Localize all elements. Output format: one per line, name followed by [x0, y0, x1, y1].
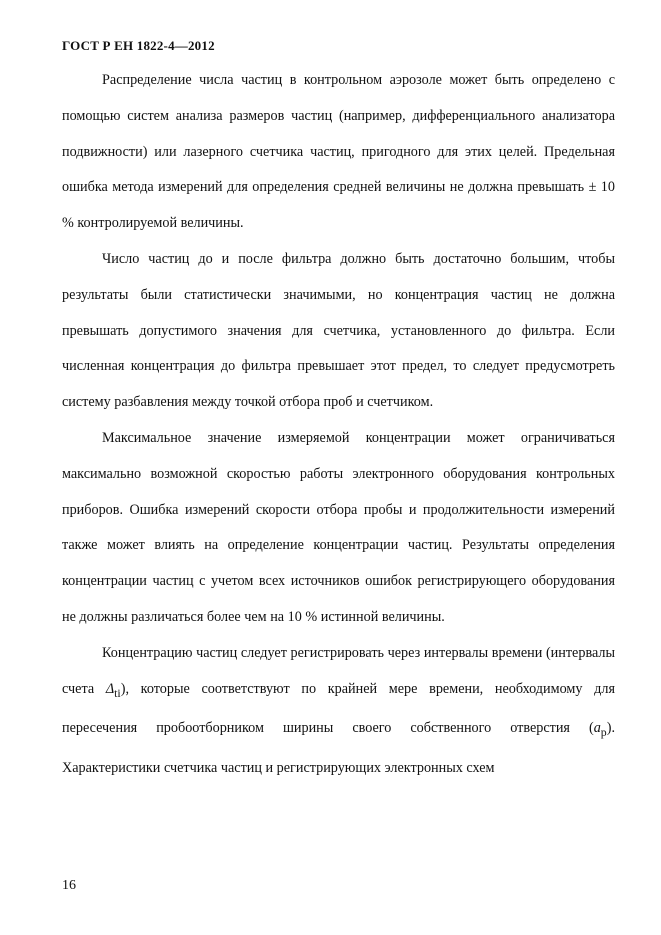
delta-symbol: Δ [105, 680, 115, 697]
a-subscript: p [600, 725, 607, 739]
paragraph-counting-intervals-part-1: Концентрацию частиц следует регистрировать через интервалы времени (интервалы счета [62, 644, 615, 697]
paragraph-counting-intervals-part-3: ). Характеристики счетчика частиц и регистрирующих электронных схем [62, 720, 615, 776]
a-symbol: a [593, 720, 601, 737]
document-header: ГОСТ Р ЕН 1822-4—2012 [62, 38, 215, 53]
paragraph-counting-intervals-part-2: ), которые соответствуют по крайней мере времени, необходимому для пересечения пробоотборником ширины своего собственного отверстия ( [62, 680, 615, 737]
page-number: 16 [62, 878, 76, 893]
document-body [62, 63, 615, 787]
paragraph-counting-intervals [62, 636, 615, 787]
paragraph-particle-distribution: Распределение числа частиц в контрольном аэрозоле может быть определено с помощью систем анализа размеров частиц (например, дифференциального анализатора подвижности) или лазерного счетчика частиц, пригодного для этих целей. Предельная ошибка метода измерений для определения средней величины не должна превышать ± 10 % контролируемой величины. [62, 72, 615, 232]
paragraph-max-concentration: Максимальное значение измеряемой концентрации может ограничиваться максимально возможной скоростью работы электронного оборудования контрольных приборов. Ошибка измерений скорости отбора пробы и продолжительности измерений также может влиять на определение концентрации частиц. Результаты определения концентрации частиц с учетом всех источников ошибок регистрирующего оборудования не должны различаться более чем на 10 % истинной величины. [62, 429, 615, 625]
delta-subscript: ti [114, 685, 121, 700]
paragraph-particle-count: Число частиц до и после фильтра должно быть достаточно большим, чтобы результаты были статистически значимыми, но концентрация частиц не должна превышать допустимого значения для счетчика, установленного до фильтра. Если численная концентрация до фильтра превышает этот предел, то следует предусмотреть систему разбавления между точкой отбора проб и счетчиком. [62, 250, 615, 411]
